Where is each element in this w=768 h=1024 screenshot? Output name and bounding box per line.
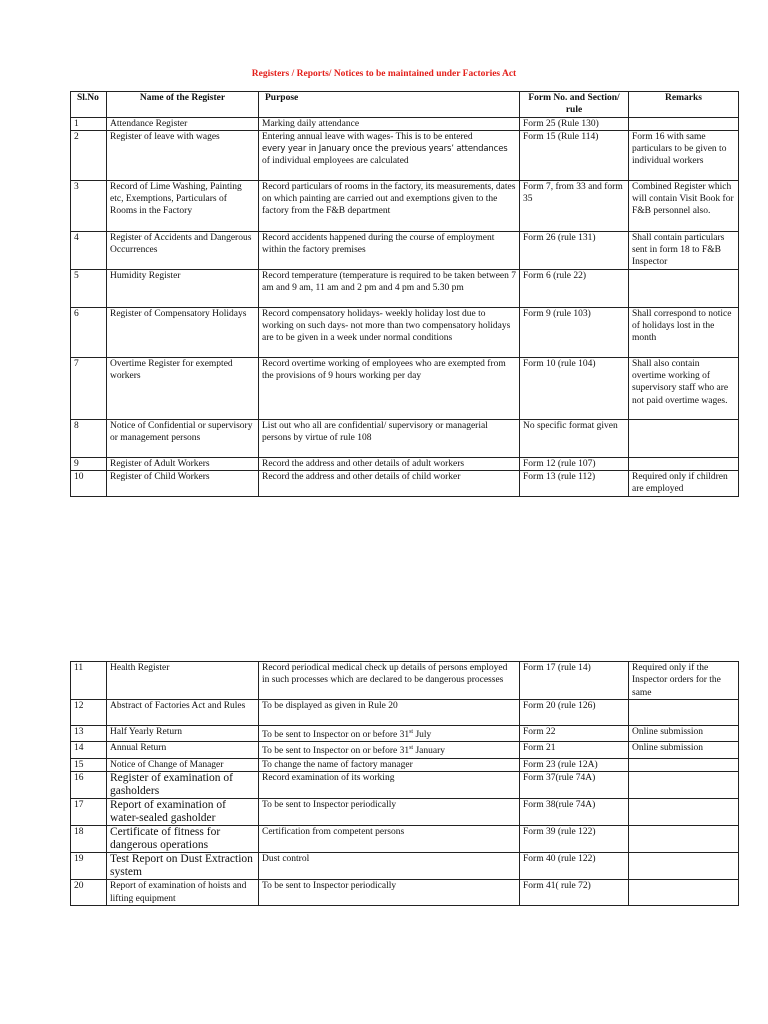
table-row — [71, 742, 739, 758]
row-purpose: Record overtime working of employees who are exempted from the provisions of 9 hours working per day — [259, 357, 520, 419]
row-remarks — [629, 826, 739, 853]
row-slno: 4 — [71, 231, 107, 269]
purpose-text: To be sent to Inspector on or before 31 — [262, 730, 410, 741]
header-remarks: Remarks — [629, 92, 739, 118]
row-form: Form 39 (rule 122) — [520, 826, 629, 853]
row-register-name: Register of Accidents and Dangerous Occurrences — [107, 231, 259, 269]
row-form: Form 37(rule 74A) — [520, 772, 629, 799]
row-form: Form 20 (rule 126) — [520, 700, 629, 726]
row-register-name: Half Yearly Return — [107, 726, 259, 742]
row-remarks: Combined Register which will contain Visit Book for F&B personnel also. — [629, 180, 739, 231]
row-form: Form 23 (rule 12A) — [520, 758, 629, 771]
row-register-name: Report of examination of water-sealed gasholder — [107, 799, 259, 826]
table-row — [71, 758, 739, 771]
row-slno: 13 — [71, 726, 107, 742]
row-purpose: List out who all are confidential/ supervisory or managerial persons by virtue of rule 108 — [259, 419, 520, 457]
row-form: Form 38(rule 74A) — [520, 799, 629, 826]
table-row — [71, 700, 739, 726]
row-register-name: Record of Lime Washing, Painting etc, Exemptions, Particulars of Rooms in the Factory — [107, 180, 259, 231]
row-remarks — [629, 700, 739, 726]
row-form: Form 26 (rule 131) — [520, 231, 629, 269]
row-register-name: Annual Return — [107, 742, 259, 758]
row-register-name: Abstract of Factories Act and Rules — [107, 700, 259, 726]
row-slno: 17 — [71, 799, 107, 826]
row-purpose: Certification from competent persons — [259, 826, 520, 853]
row-register-name: Notice of Change of Manager — [107, 758, 259, 771]
row-register-name: Overtime Register for exempted workers — [107, 357, 259, 419]
row-register-name: Register of examination of gasholders — [107, 772, 259, 799]
row-slno: 15 — [71, 758, 107, 771]
row-register-name: Humidity Register — [107, 269, 259, 307]
row-slno: 1 — [71, 117, 107, 130]
row-register-name: Register of leave with wages — [107, 130, 259, 180]
row-remarks: Required only if children are employed — [629, 471, 739, 497]
row-remarks — [629, 853, 739, 880]
table-row — [71, 269, 739, 307]
row-purpose: Record periodical medical check up details of persons employed in such processes which are declared to be dangerous processes — [259, 662, 520, 700]
purpose-text: July — [413, 730, 432, 741]
row-form: Form 13 (rule 112) — [520, 471, 629, 497]
table-row — [71, 853, 739, 880]
row-form: No specific format given — [520, 419, 629, 457]
row-purpose: To be displayed as given in Rule 20 — [259, 700, 520, 726]
header-form: Form No. and Section/ rule — [520, 92, 629, 118]
row-register-name: Register of Compensatory Holidays — [107, 307, 259, 357]
row-form: Form 10 (rule 104) — [520, 357, 629, 419]
row-purpose: Record the address and other details of adult workers — [259, 457, 520, 470]
table-row — [71, 471, 739, 497]
row-form: Form 6 (rule 22) — [520, 269, 629, 307]
row-form: Form 22 — [520, 726, 629, 742]
row-slno: 9 — [71, 457, 107, 470]
table-row — [71, 231, 739, 269]
table-row — [71, 307, 739, 357]
row-form: Form 25 (Rule 130) — [520, 117, 629, 130]
purpose-line: of individual employees are calculated — [262, 156, 409, 167]
row-slno: 19 — [71, 853, 107, 880]
row-register-name: Notice of Confidential or supervisory or management persons — [107, 419, 259, 457]
row-register-name: Certificate of fitness for dangerous operations — [107, 826, 259, 853]
table-row — [71, 726, 739, 742]
header-row — [71, 92, 739, 118]
row-purpose: To be sent to Inspector periodically — [259, 880, 520, 906]
row-slno: 11 — [71, 662, 107, 700]
row-slno: 14 — [71, 742, 107, 758]
row-form: Form 12 (rule 107) — [520, 457, 629, 470]
table-row — [71, 880, 739, 906]
row-purpose: Record accidents happened during the course of employment within the factory premises — [259, 231, 520, 269]
table-row — [71, 826, 739, 853]
row-remarks: Required only if the Inspector orders for the same — [629, 662, 739, 700]
row-remarks — [629, 269, 739, 307]
purpose-text: To be sent to Inspector on or before 31 — [262, 746, 410, 757]
ordinal-suffix: st — [409, 729, 414, 735]
row-slno: 6 — [71, 307, 107, 357]
table-row — [71, 117, 739, 130]
row-purpose: Record temperature (temperature is required to be taken between 7 am and 9 am, 11 am and 2 pm and 4 pm and 5.30 pm — [259, 269, 520, 307]
row-purpose: Record the address and other details of child worker — [259, 471, 520, 497]
table-row — [71, 799, 739, 826]
row-slno: 12 — [71, 700, 107, 726]
row-register-name: Health Register — [107, 662, 259, 700]
row-remarks: Shall also contain overtime working of supervisory staff who are not paid overtime wages. — [629, 357, 739, 419]
row-slno: 16 — [71, 772, 107, 799]
row-purpose: Marking daily attendance — [259, 117, 520, 130]
table-row — [71, 357, 739, 419]
document-title: Registers / Reports/ Notices to be maintained under Factories Act — [251, 69, 517, 79]
row-form: Form 9 (rule 103) — [520, 307, 629, 357]
row-slno: 7 — [71, 357, 107, 419]
row-register-name: Attendance Register — [107, 117, 259, 130]
table-row — [71, 662, 739, 700]
row-form: Form 15 (Rule 114) — [520, 130, 629, 180]
purpose-text: January — [413, 746, 446, 757]
row-remarks — [629, 772, 739, 799]
row-remarks: Form 16 with same particulars to be given to individual workers — [629, 130, 739, 180]
ordinal-suffix: st — [409, 745, 414, 752]
row-purpose — [259, 130, 520, 180]
row-purpose: Dust control — [259, 853, 520, 880]
row-remarks — [629, 117, 739, 130]
row-remarks — [629, 758, 739, 771]
purpose-line: Entering annual leave with wages- This is to be entered — [262, 131, 473, 142]
row-remarks: Shall contain particulars sent in form 18 to F&B Inspector — [629, 231, 739, 269]
header-purpose: Purpose — [259, 92, 520, 118]
header-slno: Sl.No — [71, 92, 107, 118]
registers-table-2 — [70, 661, 739, 906]
row-purpose: Record examination of its working — [259, 772, 520, 799]
row-purpose — [259, 742, 520, 758]
table-row — [71, 180, 739, 231]
table-row — [71, 772, 739, 799]
row-remarks — [629, 880, 739, 906]
row-remarks: Online submission — [629, 742, 739, 758]
row-remarks — [629, 457, 739, 470]
row-purpose: Record particulars of rooms in the factory, its measurements, dates on which painting are carried out and exemptions given to the factory from the F&B department — [259, 180, 520, 231]
row-purpose: To be sent to Inspector periodically — [259, 799, 520, 826]
table-row — [71, 457, 739, 470]
row-slno: 20 — [71, 880, 107, 906]
row-slno: 10 — [71, 471, 107, 497]
row-form: Form 41( rule 72) — [520, 880, 629, 906]
row-slno: 5 — [71, 269, 107, 307]
row-remarks: Online submission — [629, 726, 739, 742]
row-form: Form 21 — [520, 742, 629, 758]
row-purpose — [259, 726, 520, 742]
table-row — [71, 419, 739, 457]
row-remarks — [629, 419, 739, 457]
header-name: Name of the Register — [107, 92, 259, 118]
purpose-line: every year in January once the previous years’ attendances — [262, 144, 508, 155]
row-purpose: Record compensatory holidays- weekly holiday lost due to working on such days- not more than two compensatory holidays are to be given in a week under normal conditions — [259, 307, 520, 357]
row-slno: 18 — [71, 826, 107, 853]
registers-table-1 — [70, 91, 739, 497]
row-purpose: To change the name of factory manager — [259, 758, 520, 771]
row-register-name: Register of Adult Workers — [107, 457, 259, 470]
row-slno: 8 — [71, 419, 107, 457]
row-register-name: Report of examination of hoists and lifting equipment — [107, 880, 259, 906]
row-slno: 3 — [71, 180, 107, 231]
row-remarks — [629, 799, 739, 826]
row-register-name: Test Report on Dust Extraction system — [107, 853, 259, 880]
row-slno: 2 — [71, 130, 107, 180]
table-row — [71, 130, 739, 180]
row-form: Form 40 (rule 122) — [520, 853, 629, 880]
row-remarks: Shall correspond to notice of holidays lost in the month — [629, 307, 739, 357]
row-register-name: Register of Child Workers — [107, 471, 259, 497]
row-form: Form 7, from 33 and form 35 — [520, 180, 629, 231]
row-form: Form 17 (rule 14) — [520, 662, 629, 700]
